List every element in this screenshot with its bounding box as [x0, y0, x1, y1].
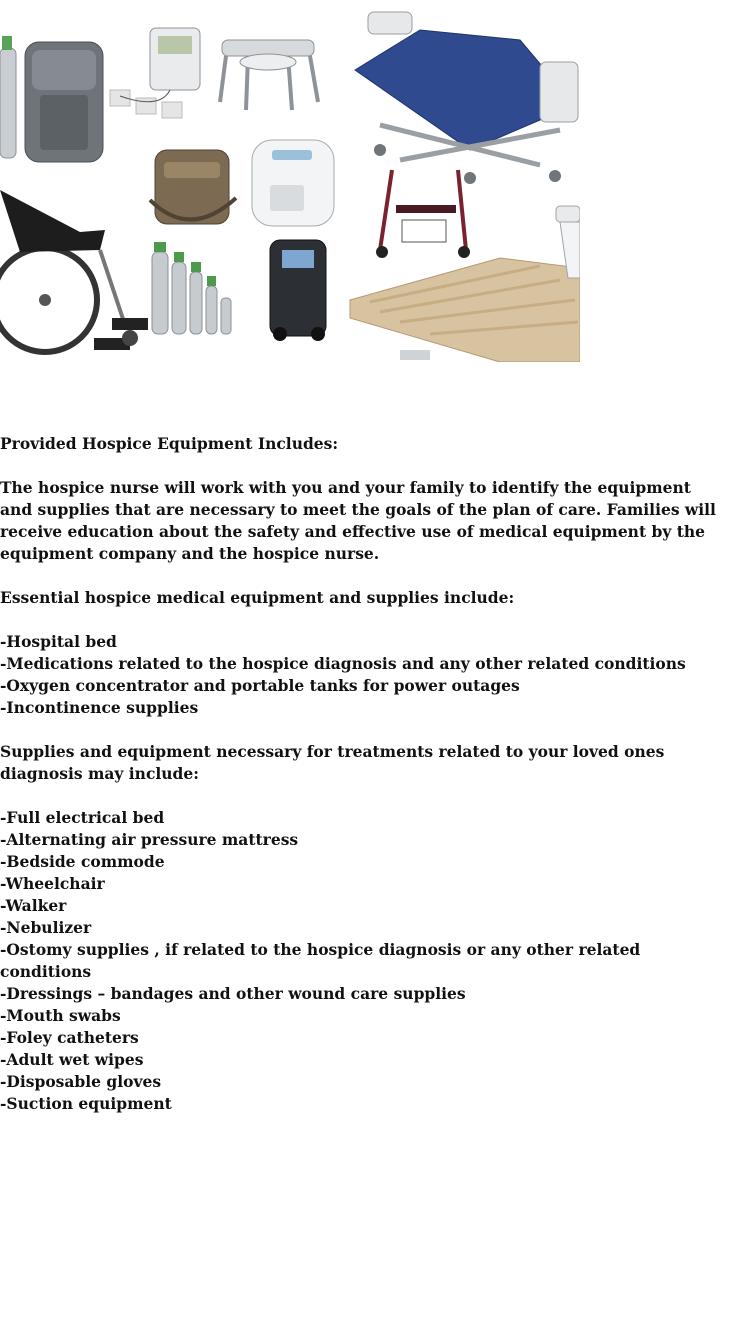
list-item: -Oxygen concentrator and portable tanks for power outages — [0, 676, 520, 695]
oxygen-tank-icon — [0, 36, 16, 158]
page-heading: Provided Hospice Equipment Includes: — [0, 434, 339, 453]
list-item: -Medications related to the hospice diagnosis and any other related conditions — [0, 654, 686, 673]
oxygen-concentrator-icon — [25, 42, 103, 162]
list-item: -Alternating air pressure mattress — [0, 830, 299, 849]
list-item: -Full electrical bed — [0, 808, 165, 827]
list-item: -Wheelchair — [0, 874, 105, 893]
list-item: -Suction equipment — [0, 1094, 172, 1113]
list-item: -Bedside commode — [0, 852, 165, 871]
list-item: -Dressings – bandages and other wound care supplies — [0, 984, 466, 1003]
list-item: -Disposable gloves — [0, 1072, 162, 1091]
list-item: -Ostomy supplies , if related to the hospice diagnosis or any other related conditions — [0, 940, 641, 981]
portable-oxygen-bag-icon — [150, 150, 236, 224]
list-item: -Adult wet wipes — [0, 1050, 144, 1069]
list-item: -Mouth swabs — [0, 1006, 121, 1025]
list-item: -Hospital bed — [0, 632, 117, 651]
list-item: -Walker — [0, 896, 67, 915]
list-item: -Foley catheters — [0, 1028, 139, 1047]
equipment-collage-image — [0, 0, 580, 362]
portable-concentrator-icon — [252, 140, 334, 226]
treatment-heading: Supplies and equipment necessary for treatments related to your loved ones diagnosis may include: — [0, 742, 665, 783]
treatment-list — [0, 807, 720, 1115]
wheeled-concentrator-icon — [270, 240, 326, 341]
list-item: -Incontinence supplies — [0, 698, 199, 717]
essential-heading: Essential hospice medical equipment and supplies include: — [0, 588, 515, 607]
essential-list — [0, 631, 720, 719]
intro-paragraph: The hospice nurse will work with you and your family to identify the equipment and supplies that are necessary to meet the goals of the plan of care. Families will receive education about the safety and effective use of medical equipment by the equipment company and the hospice nurse. — [0, 478, 716, 563]
list-item: -Nebulizer — [0, 918, 92, 937]
article-body — [0, 433, 720, 1137]
